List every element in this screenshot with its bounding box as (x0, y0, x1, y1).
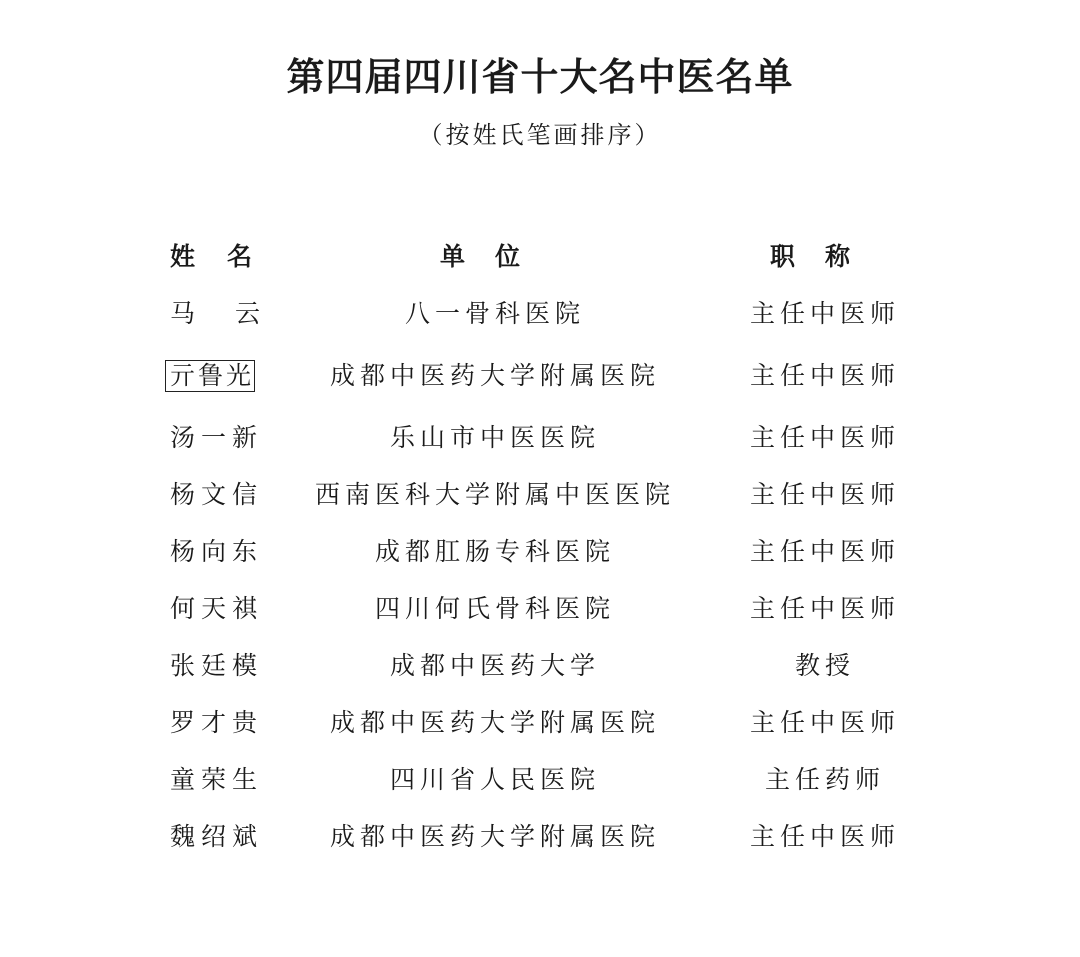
row-title: 主任中医师 (749, 594, 900, 623)
row-unit: 成都肛肠专科医院 (374, 537, 615, 566)
header-name: 姓 名 (170, 242, 252, 271)
row-title: 主任中医师 (749, 822, 900, 851)
header-unit (300, 240, 690, 274)
row-unit: 八一骨科医院 (404, 299, 585, 328)
row-unit: 西南医科大学附属中医医院 (314, 480, 675, 509)
header-title (735, 240, 915, 274)
page-subtitle: （按姓氏笔画排序） (418, 121, 662, 149)
row-title: 主任中医师 (749, 480, 900, 509)
row-name: 杨向东 (170, 537, 260, 566)
header-unit-label: 单位 (439, 242, 550, 271)
row-name: 杨文信 (170, 480, 260, 509)
row-title: 主任中医师 (749, 423, 900, 452)
row-title: 主任药师 (764, 765, 885, 794)
header-title-label: 职称 (769, 242, 880, 271)
row-unit: 乐山市中医医院 (389, 423, 600, 452)
row-title: 教授 (794, 651, 855, 680)
row-name: 童荣生 (170, 765, 260, 794)
row-name: 汤一新 (170, 423, 260, 452)
row-unit: 四川何氏骨科医院 (374, 594, 615, 623)
row-unit: 四川省人民医院 (389, 765, 600, 794)
row-name: 张廷模 (170, 651, 260, 680)
row-unit: 成都中医药大学 (389, 651, 600, 680)
row-title: 主任中医师 (749, 299, 900, 328)
page-title: 第四届四川省十大名中医名单 (286, 54, 794, 99)
row-title: 主任中医师 (749, 537, 900, 566)
row-unit: 成都中医药大学附属医院 (329, 822, 660, 851)
row-name: 马 云 (170, 299, 260, 328)
row-unit: 成都中医药大学附属医院 (329, 708, 660, 737)
row-name: 罗才贵 (170, 708, 260, 737)
row-name: 亓鲁光 (170, 361, 255, 390)
row-title: 主任中医师 (749, 708, 900, 737)
row-unit: 成都中医药大学附属医院 (329, 361, 660, 390)
row-name: 何天祺 (170, 594, 260, 623)
row-title: 主任中医师 (749, 361, 900, 390)
row-name: 魏绍斌 (170, 822, 260, 851)
